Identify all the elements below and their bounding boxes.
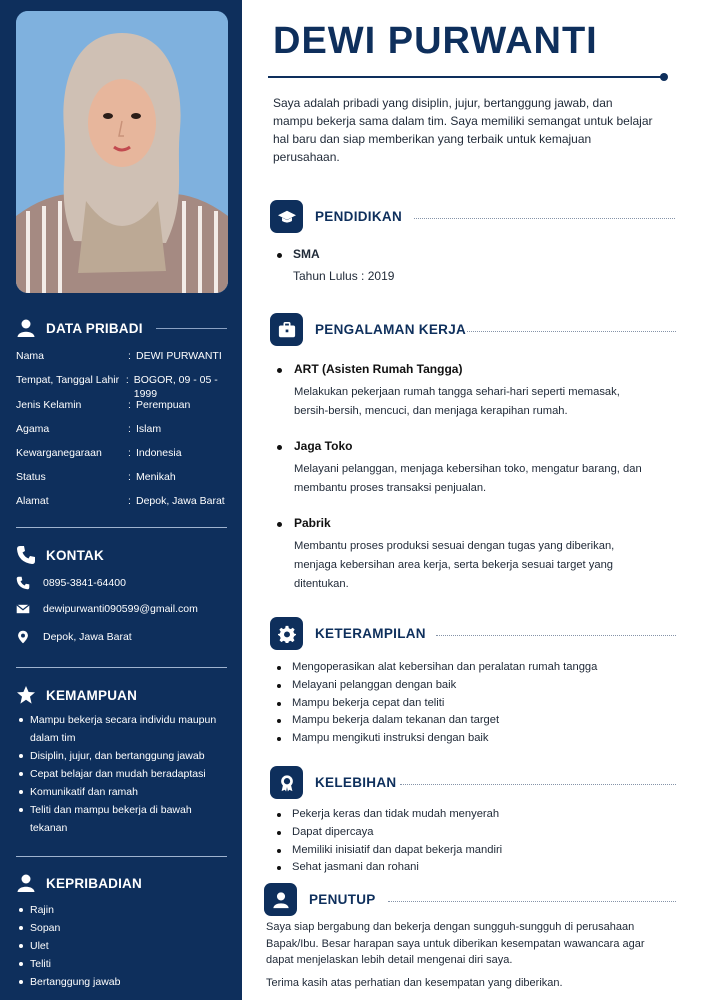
list-item: Melayani pelanggan dengan baik (274, 677, 654, 695)
list-item: Memiliki inisiatif dan dapat bekerja mandiri (274, 842, 654, 860)
personality-heading (16, 873, 142, 893)
list-item: Bertanggung jawab (16, 973, 221, 991)
graduation-cap-icon (278, 208, 296, 226)
gear-icon (278, 625, 296, 643)
education-title: PENDIDIKAN (315, 209, 403, 224)
education-year: Tahun Lulus : 2019 (293, 269, 395, 283)
info-row-address: Alamat : Depok, Jawa Barat (16, 495, 225, 507)
phone-icon (16, 545, 36, 565)
list-item: Ulet (16, 937, 221, 955)
info-row-nationality: Kewarganegaraan : Indonesia (16, 447, 182, 459)
list-item: Disiplin, jujur, dan bertanggung jawab (16, 747, 221, 765)
contact-heading (16, 545, 104, 565)
info-row-religion: Agama : Islam (16, 423, 162, 435)
list-item: Mampu bekerja dalam tekanan dan target (274, 712, 654, 730)
list-item: Mampu bekerja cepat dan teliti (274, 695, 654, 713)
list-item: Mengoperasikan alat kebersihan dan peralatan rumah tangga (274, 659, 654, 677)
list-item: Mampu bekerja secara individu maupun dalam tim (16, 711, 221, 747)
abilities-title: KEMAMPUAN (46, 687, 138, 703)
list-item: Cepat belajar dan mudah beradaptasi (16, 765, 221, 783)
personal-data-title: DATA PRIBADI (46, 320, 143, 336)
divider-line (156, 328, 227, 329)
bullet (277, 445, 282, 450)
phone-icon (16, 576, 30, 590)
closing-heading (264, 883, 376, 916)
closing-paragraph: Saya siap bergabung dan bekerja dengan sungguh-sungguh di perusahaan Bapak/Ibu. Besar harapan saya untuk diberikan kesempatan wawancara agar dapat menjelaskan lebih detail mengenai diri saya. (266, 921, 645, 966)
abilities-list (16, 711, 221, 837)
list-item: Teliti dan mampu bekerja di bawah tekanan (16, 801, 221, 837)
location-pin-icon (16, 630, 30, 644)
candidate-name: DEWI PURWANTI (273, 20, 598, 62)
mail-icon (16, 602, 30, 616)
sidebar (0, 0, 242, 1000)
education-school: SMA (293, 247, 320, 261)
contact-address: Depok, Jawa Barat (16, 630, 132, 644)
dotted-line (388, 901, 676, 902)
award-badge-icon (278, 774, 296, 792)
dotted-line (400, 784, 676, 785)
list-item: Mampu mengikuti instruksi dengan baik (274, 730, 654, 748)
contact-title: KONTAK (46, 547, 104, 563)
job-description: Melayani pelanggan, menjaga kebersihan toko, mengatur barang, dan membantu proses transaksi penjualan. (294, 463, 642, 494)
info-row-status: Status : Menikah (16, 471, 176, 483)
briefcase-icon (278, 321, 296, 339)
dotted-line (467, 331, 676, 332)
experience-title: PENGALAMAN KERJA (315, 322, 467, 337)
user-icon (16, 318, 36, 338)
main-content (242, 0, 707, 1000)
personality-list (16, 901, 221, 991)
user-icon (16, 873, 36, 893)
list-item: Komunikatif dan ramah (16, 783, 221, 801)
closing-thanks: Terima kasih atas perhatian dan kesempatan yang diberikan. (266, 977, 563, 989)
name-underline (268, 76, 662, 78)
divider (16, 856, 227, 857)
dotted-line (436, 635, 676, 636)
contact-phone[interactable]: 0895-3841-64400 (16, 576, 126, 590)
job-title: ART (Asisten Rumah Tangga) (294, 362, 463, 376)
skills-title: KETERAMPILAN (315, 626, 426, 641)
job-description: Melakukan pekerjaan rumah tangga sehari-hari seperti memasak, bersih-bersih, mencuci, dan menjaga kerapihan rumah. (294, 386, 620, 417)
dotted-line (414, 218, 675, 219)
divider (16, 527, 227, 528)
personality-title: KEPRIBADIAN (46, 875, 142, 891)
job-title: Jaga Toko (294, 439, 353, 453)
closing-title: PENUTUP (309, 892, 376, 907)
bullet (277, 522, 282, 527)
strengths-list (274, 806, 654, 877)
info-row-birth: Tempat, Tanggal Lahir : BOGOR, 09 - 05 - 1999 (16, 374, 218, 400)
job-description: Membantu proses produksi sesuai dengan tugas yang diberikan, menjaga kebersihan area kerja, serta bekerja sesuai target yang ditentukan. (294, 540, 615, 590)
name-underline-dot (660, 73, 668, 81)
profile-photo (16, 11, 228, 293)
list-item: Sopan (16, 919, 221, 937)
skills-list (274, 659, 654, 748)
strengths-title: KELEBIHAN (315, 775, 397, 790)
job-title: Pabrik (294, 516, 331, 530)
list-item: Rajin (16, 901, 221, 919)
bullet (277, 253, 282, 258)
divider (16, 667, 227, 668)
abilities-heading (16, 685, 137, 705)
profile-summary: Saya adalah pribadi yang disiplin, jujur, bertanggung jawab, dan mampu bekerja sama dalam tim. Saya memiliki semangat untuk belajar hal baru dan siap memberikan yang terbaik untuk kemajuan perusahaan. (273, 96, 653, 164)
list-item: Pekerja keras dan tidak mudah menyerah (274, 806, 654, 824)
bullet (277, 368, 282, 373)
personal-data-heading (16, 318, 143, 338)
experience-heading (270, 313, 466, 346)
education-heading (270, 200, 402, 233)
user-icon (272, 891, 290, 909)
star-icon (16, 685, 36, 705)
list-item: Sehat jasmani dan rohani (274, 859, 654, 877)
list-item: Teliti (16, 955, 221, 973)
info-row-gender: Jenis Kelamin : Perempuan (16, 399, 191, 411)
list-item: Dapat dipercaya (274, 824, 654, 842)
strengths-heading (270, 766, 396, 799)
info-row-name: Nama : DEWI PURWANTI (16, 350, 222, 362)
skills-heading (270, 617, 426, 650)
contact-email[interactable]: dewipurwanti090599@gmail.com (16, 602, 198, 616)
